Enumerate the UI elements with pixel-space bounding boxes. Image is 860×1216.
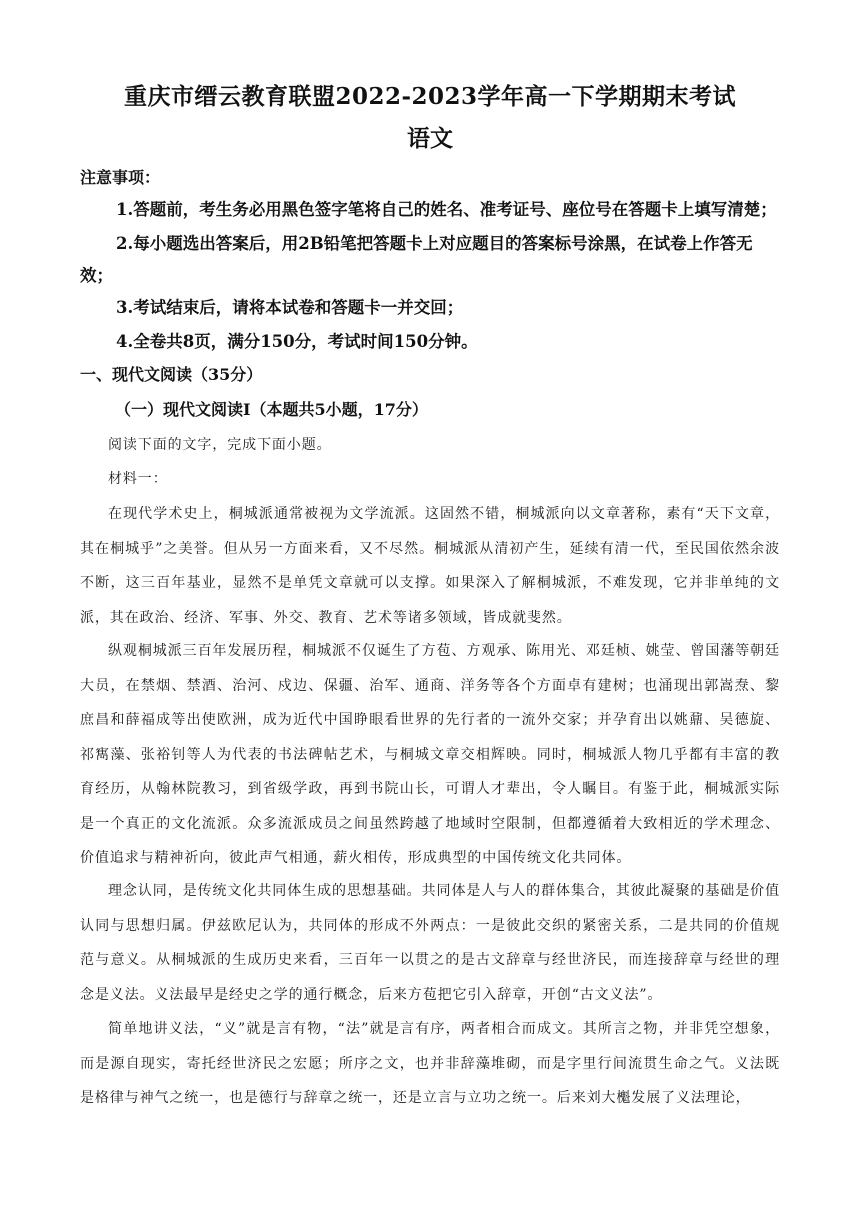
notice-heading: 注意事项：	[80, 168, 161, 187]
section-heading: 一、现代文阅读（35分）	[80, 365, 263, 384]
passage-paragraph-1: 在现代学术史上，桐城派通常被视为文学流派。这固然不错，桐城派向以文章著称，素有“天下文章，其在桐城乎”之美誉。但从另一方面来看，又不尽然。桐城派从清初产生，延续有清一代，至民国依然余波不断，这三百年基业，显然不是单凭文章就可以支撑。如果深入了解桐城派，不难发现，它并非单纯的文派，其在政治、经济、军事、外交、教育、艺术等诸多领域，皆成就斐然。	[80, 506, 780, 626]
subsection-heading: （一）现代文阅读Ⅰ（本题共5小题，17分）	[115, 400, 428, 419]
passage-paragraph-2: 纵观桐城派三百年发展历程，桐城派不仅诞生了方苞、方观承、陈用光、邓廷桢、姚莹、曾国藩等朝廷大员，在禁烟、禁酒、治河、戍边、保疆、治军、通商、洋务等各个方面卓有建树；也涌现出郭嵩焘、黎庶昌和薛福成等出使欧洲，成为近代中国睁眼看世界的先行者的一流外交家；并孕育出以姚鼐、吴德旋、祁寯藻、张裕钊等人为代表的书法碑帖艺术，与桐城文章交相辉映。同时，桐城派人物几乎都有丰富的教育经历，从翰林院教习，到省级学政，再到书院山长，可谓人才辈出，令人瞩目。有鉴于此，桐城派实际是一个真正的文化流派。众多流派成员之间虽然跨越了地域时空限制，但都遵循着大致相近的学术理念、价值追求与精神祈向，彼此声气相通，薪火相传，形成典型的中国传统文化共同体。	[80, 643, 780, 866]
subject-title: 语文	[407, 125, 453, 152]
passage-paragraph-3: 理念认同，是传统文化共同体生成的思想基础。共同体是人与人的群体集合，其彼此凝聚的基础是价值认同与思想归属。伊兹欧尼认为，共同体的形成不外两点：一是彼此交织的紧密关系，二是共同的价值规范与意义。从桐城派的生成历史来看，三百年一以贯之的是古文辞章与经世济民，而连接辞章与经世的理念是义法。义法最早是经史之学的通行概念，后来方苞把它引入辞章，开创“古文义法”。	[80, 883, 780, 1003]
notice-item-1: 1.答题前，考生务必用黑色签字笔将自己的姓名、准考证号、座位号在答题卡上填写清楚；	[116, 200, 777, 219]
material-label: 材料一：	[108, 471, 168, 487]
notice-item-2: 2.每小题选出答案后，用2B铅笔把答题卡上对应题目的答案标号涂黑，在试卷上作答无效；	[80, 234, 753, 285]
passage-paragraph-4: 简单地讲义法，“义”就是言有物，“法”就是言有序，两者相合而成文。其所言之物，并非凭空想象，而是源自现实，寄托经世济民之宏愿；所序之文，也并非辞藻堆砌，而是字里行间流贯生命之气。义法既是格律与神气之统一，也是德行与辞章之统一，还是立言与立功之统一。后来刘大櫆发展了义法理论，	[80, 1021, 780, 1106]
notice-item-4: 4.全卷共8页，满分150分，考试时间150分钟。	[116, 332, 478, 351]
reading-instruction: 阅读下面的文字，完成下面小题。	[108, 437, 332, 453]
exam-title: 重庆市缙云教育联盟2022-2023学年高一下学期期末考试	[123, 83, 737, 110]
notice-item-3: 3.考试结束后，请将本试卷和答题卡一并交回；	[116, 298, 464, 317]
